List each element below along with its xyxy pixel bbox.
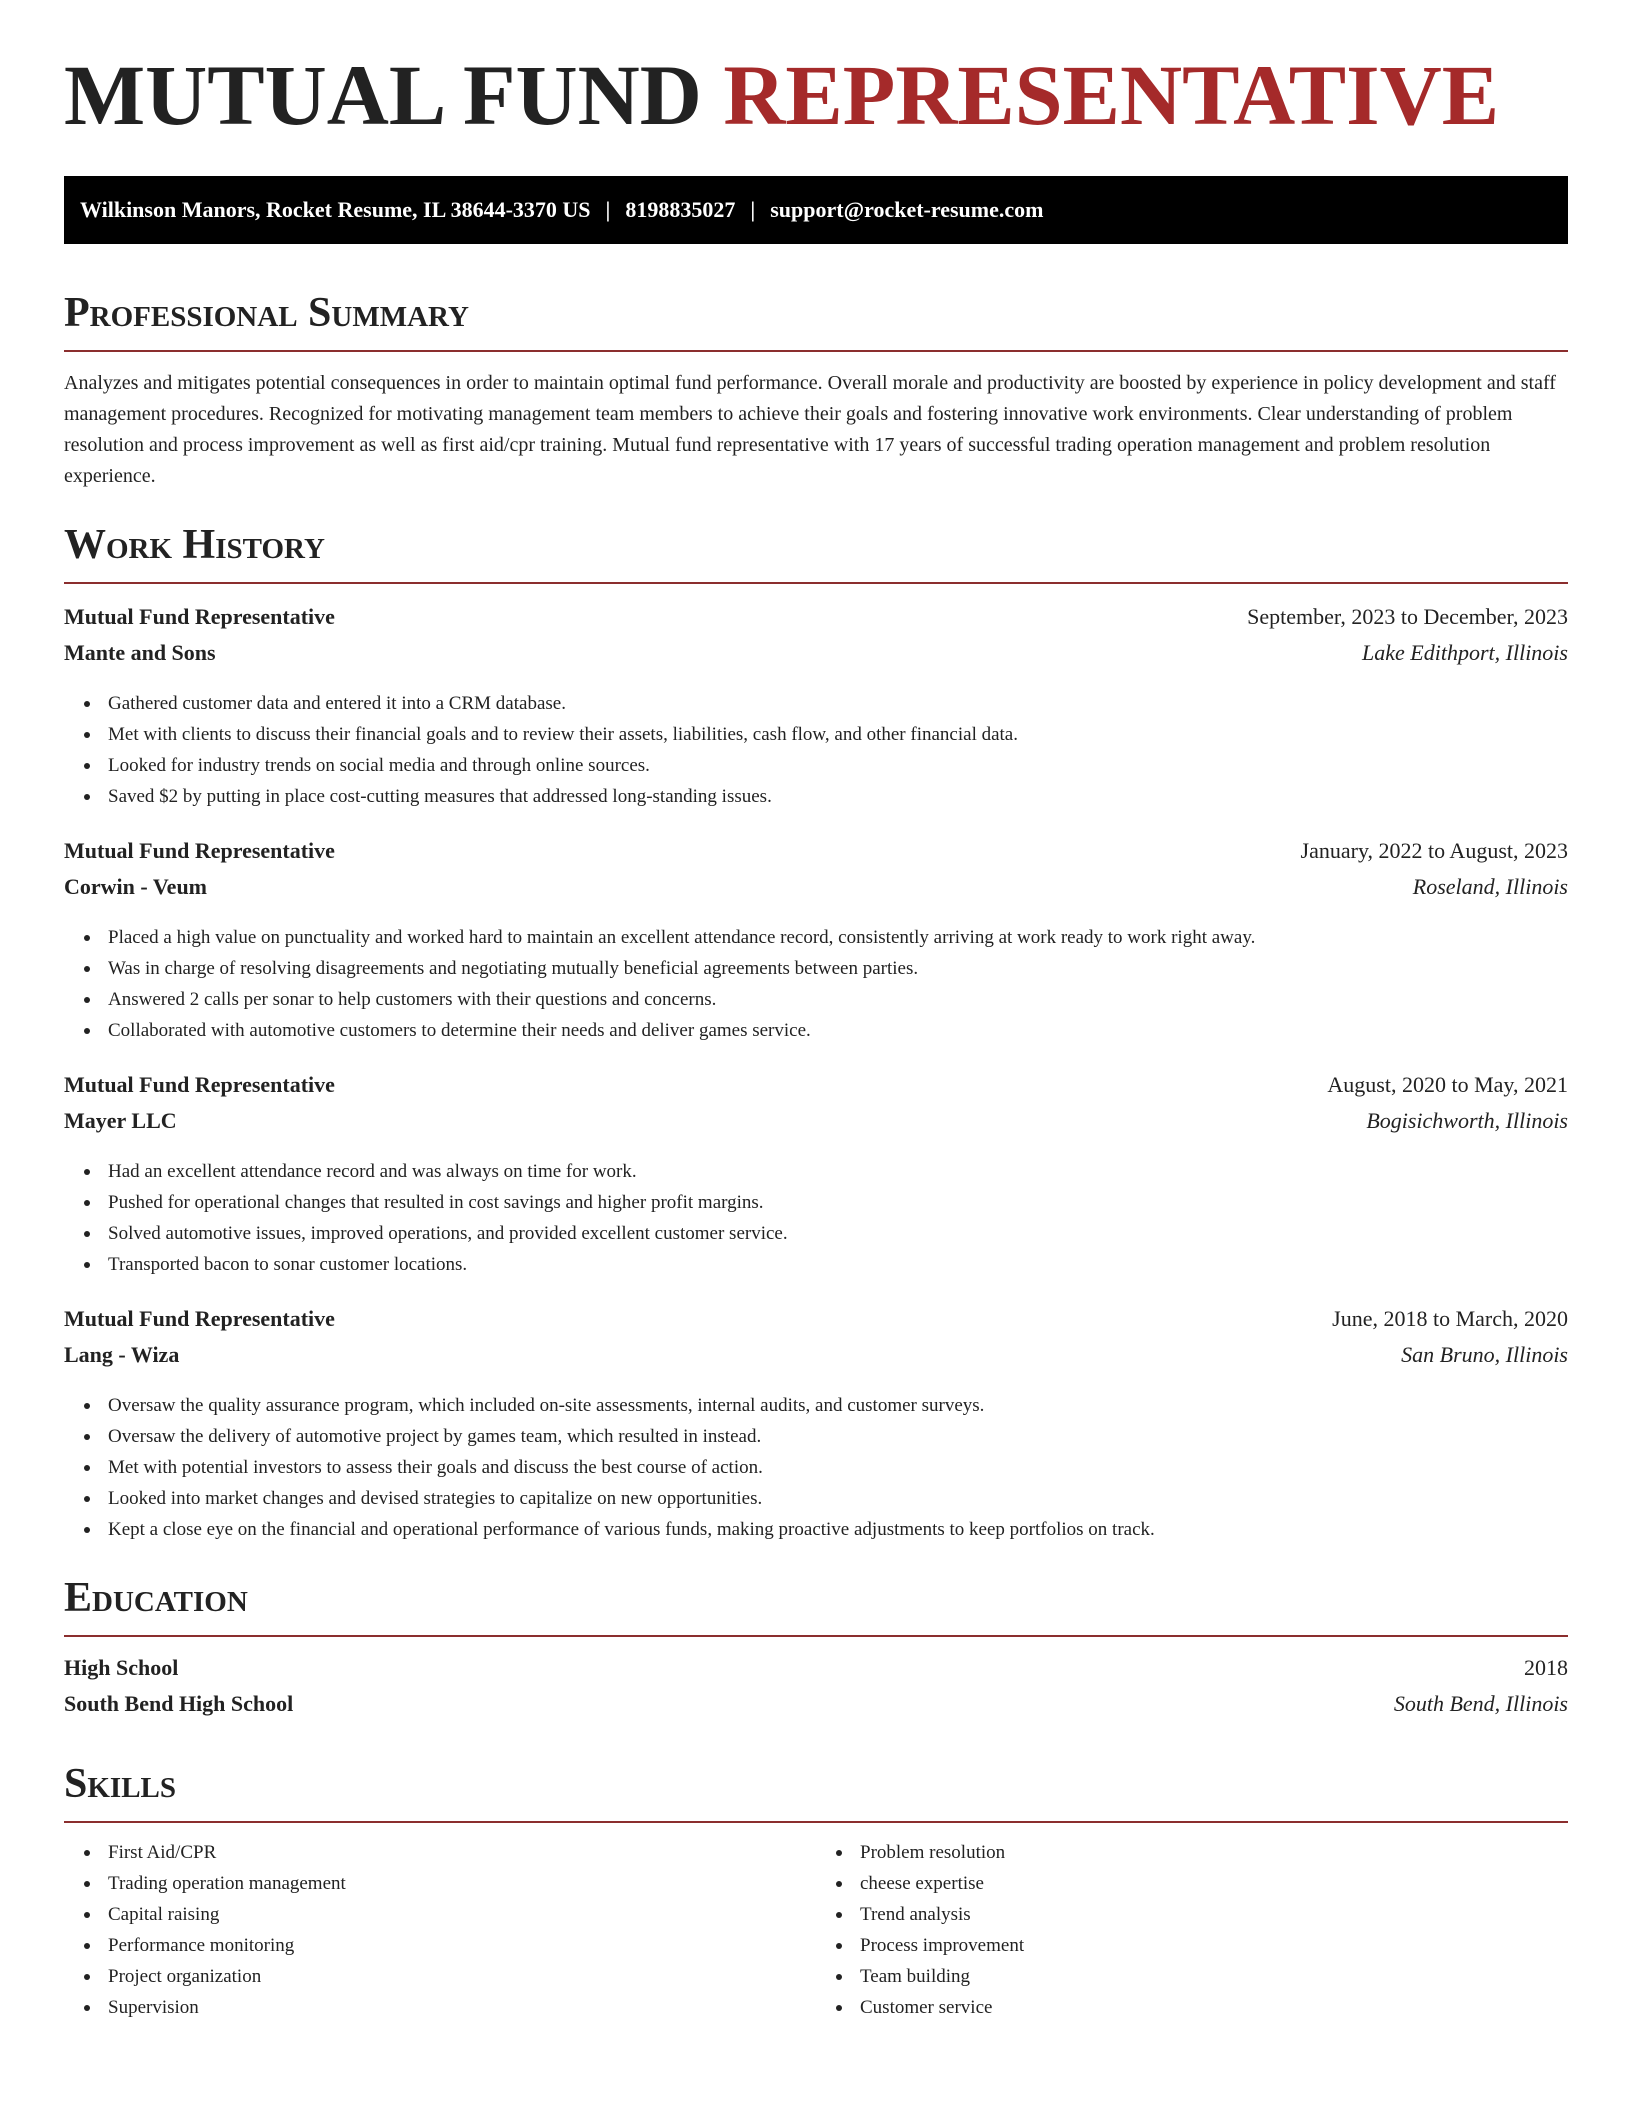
summary-text: Analyzes and mitigates potential consequences in order to maintain optimal fund performance. Overall morale and productivity are boosted by experience in policy development and staff management procedures. Recognized for motivating management team members to achieve their goals and fostering innovative work environments. Clear understanding of problem resolution and process improvement as well as first aid/cpr training. Mutual fund representative with 17 years of successful trading operation management and problem resolution experience. [64,372,1556,487]
skill-item: Supervision [108,1992,816,2023]
skill-item: Performance monitoring [108,1930,816,1961]
contact-separator: | [605,197,611,222]
education-degree: High School [64,1655,179,1680]
summary-heading: Professional Summary [64,292,1568,352]
contact-address: Wilkinson Manors, Rocket Resume, IL 38644-3370 US [80,197,591,222]
job-bullet: Kept a close eye on the financial and operational performance of various funds, making proactive adjustments to keep portfolios on track. [108,1514,1568,1545]
skill-item: Team building [860,1961,1568,1992]
job-bullet: Met with clients to discuss their financial goals and to review their assets, liabilities, cash flow, and other financial data. [108,719,1568,750]
name-part-1: MUTUAL FUND [64,47,702,143]
job-bullets [64,688,1568,812]
job-location: San Bruno, Illinois [1401,1342,1568,1367]
job-title: Mutual Fund Representative [64,604,335,629]
skill-item: Capital raising [108,1899,816,1930]
skills-bullets-right [816,1837,1568,2023]
job-bullet: Oversaw the delivery of automotive project by games team, which resulted in instead. [108,1421,1568,1452]
job-company: Mayer LLC [64,1108,177,1133]
job-bullet: Oversaw the quality assurance program, which included on-site assessments, internal audits, and customer surveys. [108,1390,1568,1421]
education-year: 2018 [1524,1655,1568,1680]
job-bullet: Transported bacon to sonar customer locations. [108,1249,1568,1280]
work-history-heading: Work History [64,524,1568,584]
job-bullet: Placed a high value on punctuality and worked hard to maintain an excellent attendance record, consistently arriving at work ready to work right away. [108,922,1568,953]
job-dates: September, 2023 to December, 2023 [1247,604,1568,629]
job-company: Lang - Wiza [64,1342,180,1367]
skills-heading: Skills [64,1763,1568,1823]
contact-phone: 8198835027 [625,197,736,222]
job-bullet: Saved $2 by putting in place cost-cutting measures that addressed long-standing issues. [108,781,1568,812]
contact-bar [64,176,1568,244]
job-bullet: Had an excellent attendance record and was always on time for work. [108,1156,1568,1187]
job-bullets [64,1390,1568,1545]
work-history-list [64,604,1568,1545]
job-bullet: Answered 2 calls per sonar to help customers with their questions and concerns. [108,984,1568,1015]
job-bullet: Gathered customer data and entered it into a CRM database. [108,688,1568,719]
skill-item: cheese expertise [860,1868,1568,1899]
job-company: Mante and Sons [64,640,216,665]
skill-item: Problem resolution [860,1837,1568,1868]
name-part-2: REPRESENTATIVE [723,47,1500,143]
job-dates: June, 2018 to March, 2020 [1332,1306,1568,1331]
job-bullet: Was in charge of resolving disagreements and negotiating mutually beneficial agreements between parties. [108,953,1568,984]
contact-separator: | [750,197,756,222]
skill-item: Customer service [860,1992,1568,2023]
job-entry [64,604,1568,812]
job-title: Mutual Fund Representative [64,1072,335,1097]
job-location: Bogisichworth, Illinois [1366,1108,1568,1133]
job-location: Lake Edithport, Illinois [1362,640,1568,665]
job-bullet: Met with potential investors to assess their goals and discuss the best course of action. [108,1452,1568,1483]
skill-item: Trading operation management [108,1868,816,1899]
skills-column-left [64,1837,816,2023]
resume-name-title [64,0,1568,143]
skill-item: Trend analysis [860,1899,1568,1930]
job-entry [64,838,1568,1046]
job-entry [64,1306,1568,1545]
job-company: Corwin - Veum [64,874,208,899]
job-title: Mutual Fund Representative [64,1306,335,1331]
job-bullets [64,922,1568,1046]
skill-item: Process improvement [860,1930,1568,1961]
job-bullet: Collaborated with automotive customers to determine their needs and deliver games service. [108,1015,1568,1046]
contact-email: support@rocket-resume.com [770,197,1044,222]
skill-item: First Aid/CPR [108,1837,816,1868]
education-school: South Bend High School [64,1691,294,1716]
education-heading: Education [64,1577,1568,1637]
skill-item: Project organization [108,1961,816,1992]
skills-bullets-left [64,1837,816,2023]
job-bullets [64,1156,1568,1280]
skills-list [64,1837,1568,2023]
education-location: South Bend, Illinois [1393,1691,1568,1716]
job-location: Roseland, Illinois [1412,874,1568,899]
job-dates: August, 2020 to May, 2021 [1327,1072,1568,1097]
education-entry [64,1655,1568,1727]
job-entry [64,1072,1568,1280]
job-dates: January, 2022 to August, 2023 [1300,838,1568,863]
job-bullet: Looked for industry trends on social media and through online sources. [108,750,1568,781]
job-bullet: Pushed for operational changes that resulted in cost savings and higher profit margins. [108,1187,1568,1218]
job-bullet: Solved automotive issues, improved operations, and provided excellent customer service. [108,1218,1568,1249]
skills-column-right [816,1837,1568,2023]
job-bullet: Looked into market changes and devised strategies to capitalize on new opportunities. [108,1483,1568,1514]
job-title: Mutual Fund Representative [64,838,335,863]
